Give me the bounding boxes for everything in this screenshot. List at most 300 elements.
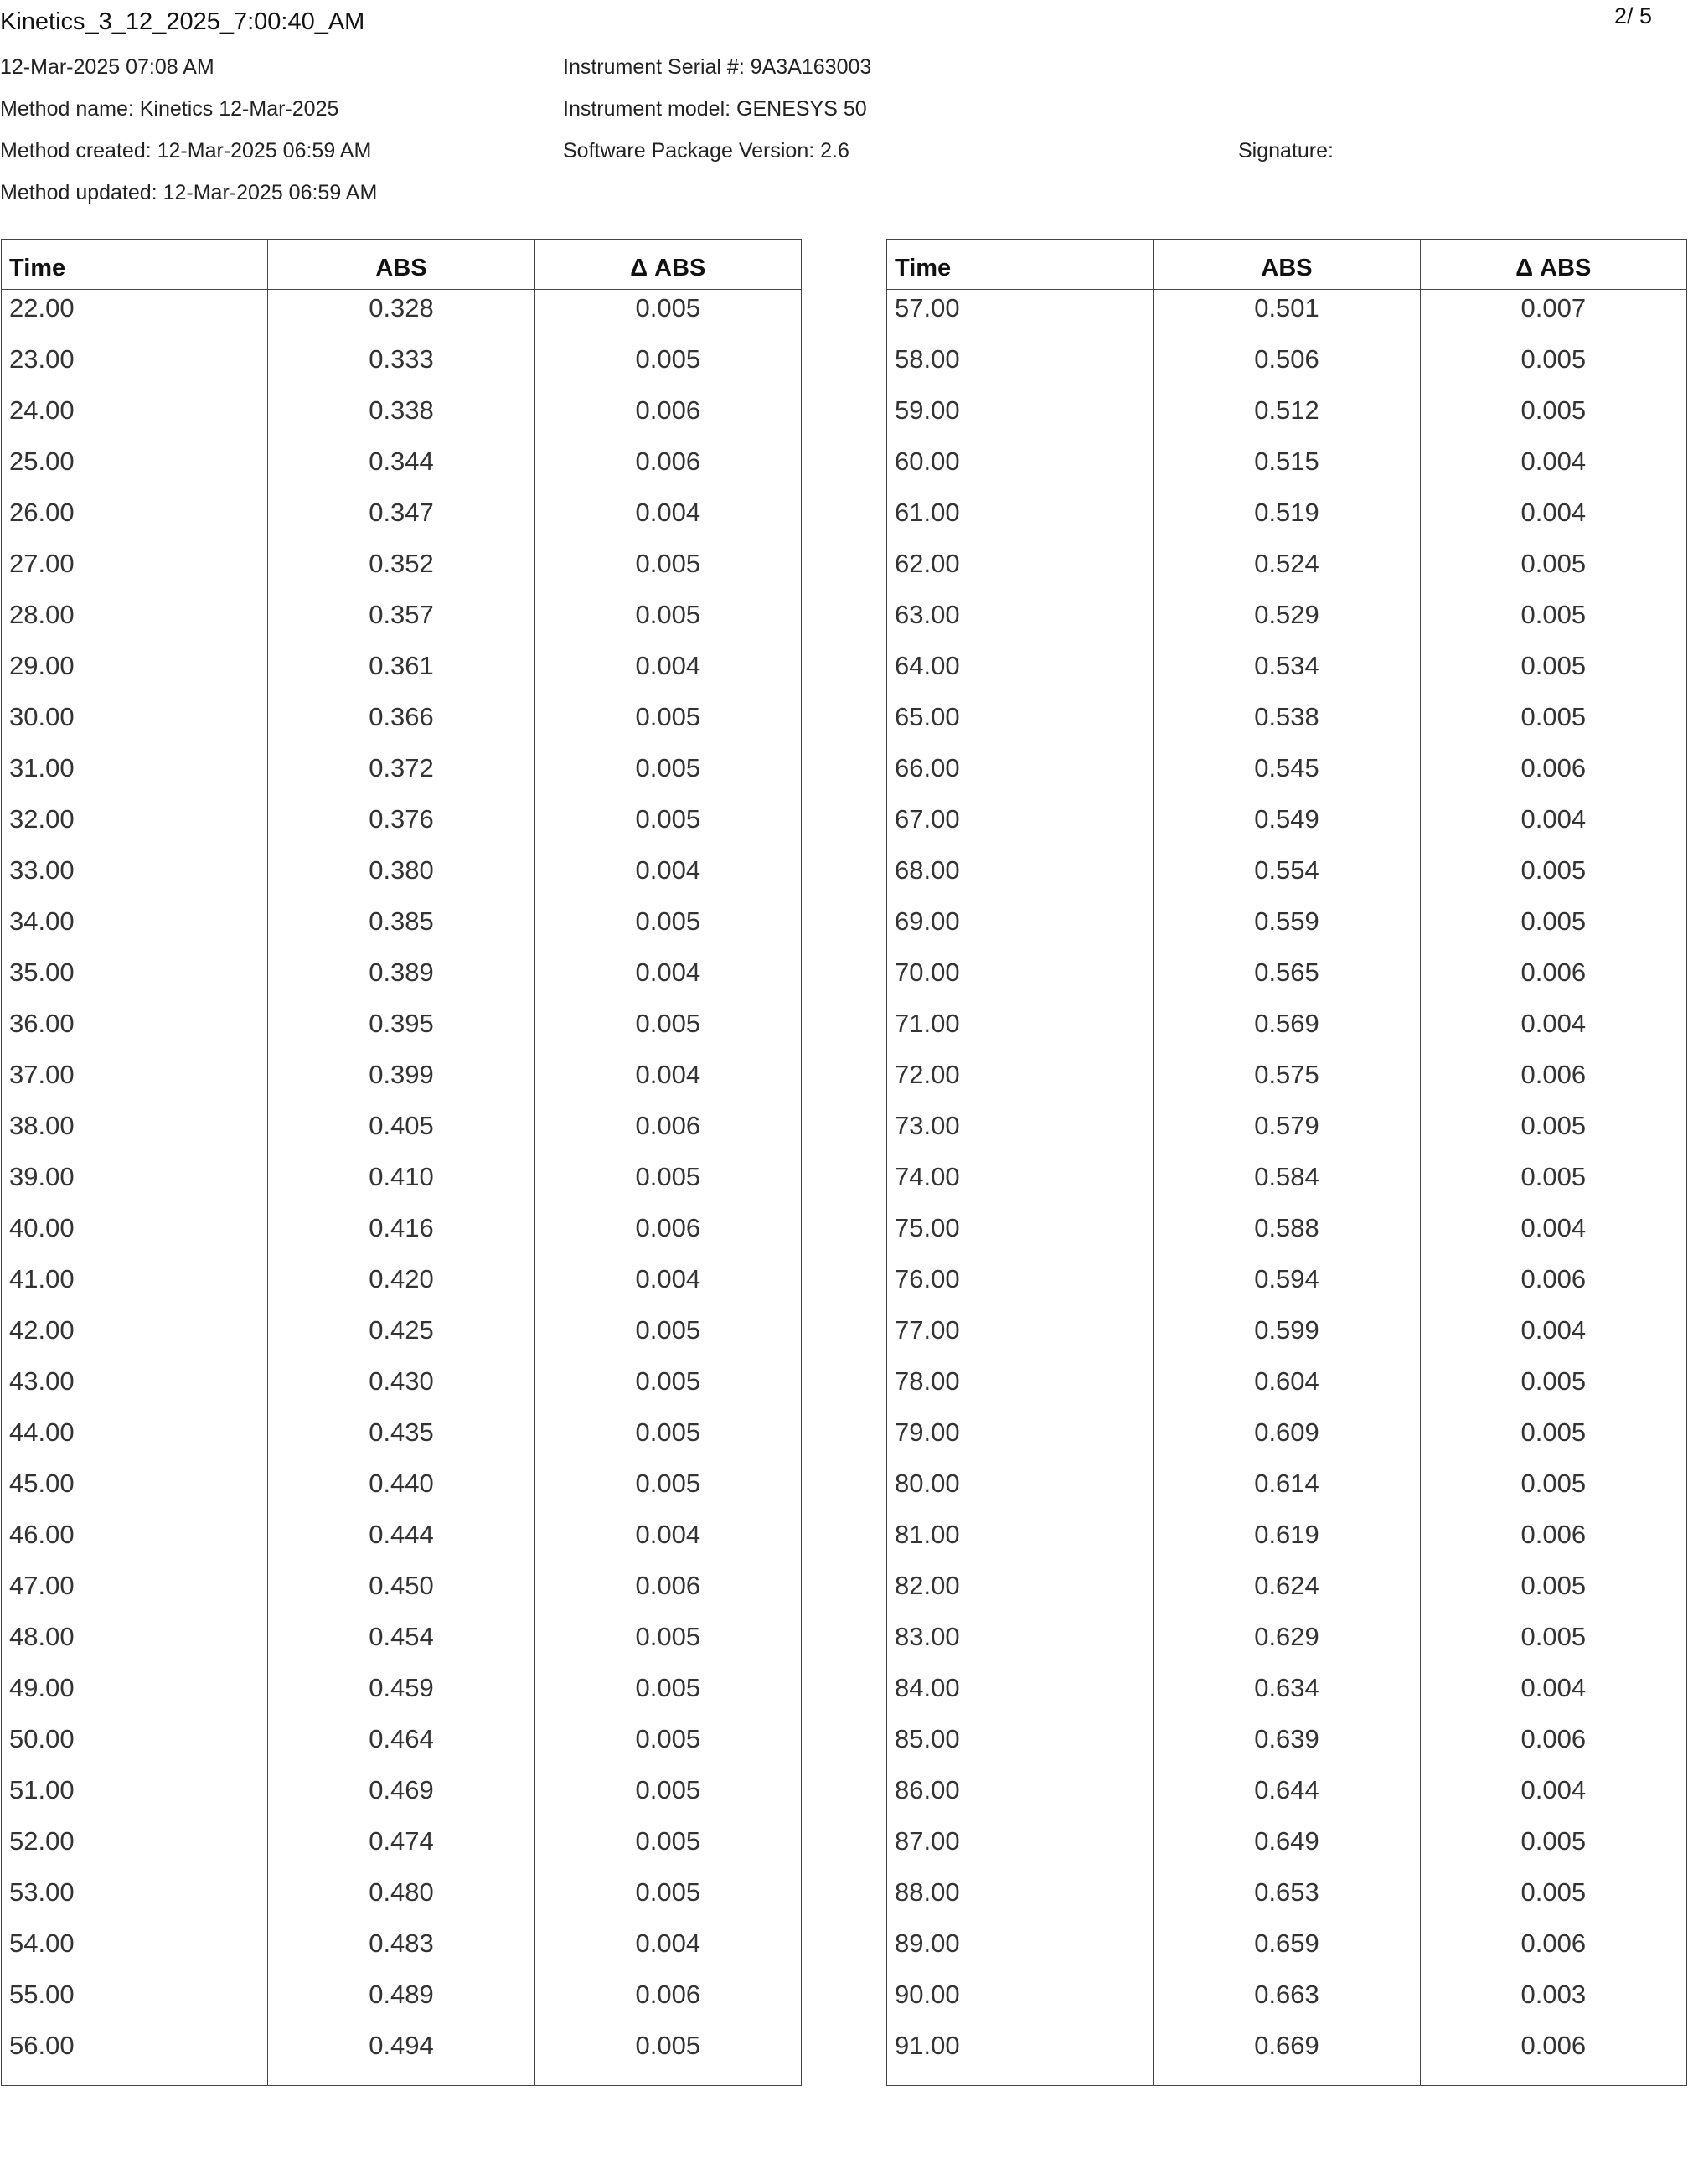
time-cell: 49.00 (9, 1672, 75, 1702)
table-row (887, 1107, 1687, 1159)
delta-abs-cell: 0.005 (1420, 1619, 1686, 1670)
time-cell: 87.00 (895, 1825, 960, 1856)
table-row (2, 1261, 802, 1312)
method-created: Method created: 12-Mar-2025 06:59 AM (0, 139, 372, 163)
delta-abs-cell: 0.005 (1420, 341, 1686, 392)
time-cell: 81.00 (895, 1519, 960, 1549)
table-row (887, 1721, 1687, 1772)
abs-cell: 0.376 (268, 801, 534, 852)
abs-cell: 0.338 (268, 392, 534, 443)
abs-cell: 0.410 (268, 1159, 534, 1210)
abs-cell: 0.454 (268, 1619, 534, 1670)
table-row (887, 852, 1687, 903)
abs-cell: 0.501 (1154, 290, 1420, 341)
abs-cell: 0.515 (1154, 443, 1420, 494)
abs-cell: 0.579 (1154, 1107, 1420, 1159)
time-cell: 84.00 (895, 1672, 960, 1702)
table-row (2, 954, 802, 1005)
abs-cell: 0.361 (268, 648, 534, 699)
table-row (2, 1210, 802, 1261)
abs-cell: 0.588 (1154, 1210, 1420, 1261)
table-row (887, 750, 1687, 801)
table-row (2, 443, 802, 494)
time-cell: 24.00 (9, 395, 75, 425)
time-cell: 38.00 (9, 1110, 75, 1140)
abs-cell: 0.469 (268, 1772, 534, 1823)
table-row (2, 494, 802, 545)
time-cell: 53.00 (9, 1877, 75, 1907)
time-cell: 70.00 (895, 957, 960, 987)
table-row (2, 903, 802, 954)
table-row (2, 1414, 802, 1465)
abs-cell: 0.599 (1154, 1312, 1420, 1363)
table-row (2, 1823, 802, 1874)
table-row (2, 596, 802, 648)
delta-abs-cell: 0.005 (534, 2027, 801, 2086)
abs-cell: 0.584 (1154, 1159, 1420, 1210)
time-cell: 54.00 (9, 1928, 75, 1958)
delta-abs-cell: 0.004 (534, 954, 801, 1005)
table-row (887, 699, 1687, 750)
table-row (887, 1363, 1687, 1414)
abs-cell: 0.519 (1154, 494, 1420, 545)
table-row (2, 1925, 802, 1976)
delta-abs-cell: 0.004 (1420, 1005, 1686, 1056)
delta-abs-cell: 0.005 (534, 341, 801, 392)
delta-abs-cell: 0.005 (1420, 648, 1686, 699)
abs-cell: 0.609 (1154, 1414, 1420, 1465)
abs-cell: 0.604 (1154, 1363, 1420, 1414)
delta-abs-cell: 0.006 (534, 1107, 801, 1159)
table-row (887, 1619, 1687, 1670)
delta-abs-cell: 0.005 (534, 545, 801, 596)
time-cell: 82.00 (895, 1570, 960, 1600)
time-cell: 69.00 (895, 906, 960, 936)
table-row (887, 1823, 1687, 1874)
abs-cell: 0.649 (1154, 1823, 1420, 1874)
time-cell: 41.00 (9, 1263, 75, 1293)
abs-cell: 0.385 (268, 903, 534, 954)
table-row (887, 903, 1687, 954)
abs-cell: 0.659 (1154, 1925, 1420, 1976)
time-cell: 55.00 (9, 1979, 75, 2009)
time-cell: 79.00 (895, 1417, 960, 1447)
delta-abs-cell: 0.005 (534, 699, 801, 750)
delta-abs-cell: 0.006 (534, 1976, 801, 2027)
table-row (2, 1056, 802, 1107)
table-row (887, 494, 1687, 545)
time-cell: 34.00 (9, 906, 75, 936)
delta-abs-cell: 0.004 (534, 494, 801, 545)
table-row (2, 1159, 802, 1210)
delta-abs-cell: 0.005 (1420, 903, 1686, 954)
page-number: 2/ 5 (1614, 3, 1653, 28)
delta-abs-cell: 0.005 (534, 1363, 801, 1414)
time-cell: 61.00 (895, 497, 960, 527)
time-cell: 48.00 (9, 1621, 75, 1651)
table-row (2, 1721, 802, 1772)
delta-abs-cell: 0.005 (534, 903, 801, 954)
time-cell: 80.00 (895, 1468, 960, 1498)
abs-cell: 0.663 (1154, 1976, 1420, 2027)
delta-abs-cell: 0.006 (534, 1210, 801, 1261)
delta-abs-cell: 0.004 (1420, 494, 1686, 545)
software-version: Software Package Version: 2.6 (563, 139, 849, 163)
table-row (2, 1619, 802, 1670)
table-row (887, 1005, 1687, 1056)
kinetics-table-left (1, 239, 802, 2086)
table-row (887, 1516, 1687, 1567)
abs-cell: 0.420 (268, 1261, 534, 1312)
delta-abs-cell: 0.005 (534, 1721, 801, 1772)
time-cell: 91.00 (895, 2030, 960, 2060)
time-cell: 60.00 (895, 446, 960, 476)
time-cell: 73.00 (895, 1110, 960, 1140)
abs-cell: 0.464 (268, 1721, 534, 1772)
table-row (2, 648, 802, 699)
time-cell: 76.00 (895, 1263, 960, 1293)
time-cell: 39.00 (9, 1161, 75, 1191)
table-row (887, 545, 1687, 596)
time-cell: 30.00 (9, 701, 75, 731)
delta-abs-cell: 0.006 (1420, 1516, 1686, 1567)
abs-cell: 0.352 (268, 545, 534, 596)
column-header-delta-abs: Δ ABS (1420, 240, 1686, 290)
time-cell: 66.00 (895, 752, 960, 782)
table-row (2, 2027, 802, 2086)
abs-cell: 0.450 (268, 1567, 534, 1619)
abs-cell: 0.545 (1154, 750, 1420, 801)
abs-cell: 0.333 (268, 341, 534, 392)
time-cell: 89.00 (895, 1928, 960, 1958)
table-row (2, 801, 802, 852)
time-cell: 35.00 (9, 957, 75, 987)
column-header-time: Time (887, 240, 1154, 290)
abs-cell: 0.395 (268, 1005, 534, 1056)
table-row (887, 1261, 1687, 1312)
delta-abs-cell: 0.005 (534, 1414, 801, 1465)
time-cell: 85.00 (895, 1723, 960, 1753)
time-cell: 43.00 (9, 1366, 75, 1396)
table-row (887, 1925, 1687, 1976)
time-cell: 71.00 (895, 1008, 960, 1038)
time-cell: 52.00 (9, 1825, 75, 1856)
time-cell: 68.00 (895, 854, 960, 885)
table-row (887, 1567, 1687, 1619)
abs-cell: 0.494 (268, 2027, 534, 2086)
abs-cell: 0.575 (1154, 1056, 1420, 1107)
time-cell: 56.00 (9, 2030, 75, 2060)
table-row (2, 1772, 802, 1823)
delta-abs-cell: 0.005 (1420, 392, 1686, 443)
time-cell: 77.00 (895, 1314, 960, 1345)
table-row (2, 1516, 802, 1567)
abs-cell: 0.344 (268, 443, 534, 494)
table-row (2, 852, 802, 903)
table-row (2, 1465, 802, 1516)
signature-label: Signature: (1238, 139, 1334, 163)
table-row (887, 443, 1687, 494)
delta-abs-cell: 0.005 (534, 596, 801, 648)
time-cell: 64.00 (895, 650, 960, 680)
delta-abs-cell: 0.005 (1420, 1107, 1686, 1159)
delta-abs-cell: 0.005 (1420, 545, 1686, 596)
delta-abs-cell: 0.006 (1420, 1056, 1686, 1107)
time-cell: 37.00 (9, 1059, 75, 1089)
time-cell: 74.00 (895, 1161, 960, 1191)
delta-abs-cell: 0.005 (1420, 596, 1686, 648)
delta-abs-cell: 0.004 (1420, 1772, 1686, 1823)
table-row (2, 1005, 802, 1056)
time-cell: 33.00 (9, 854, 75, 885)
table-row (2, 290, 802, 341)
abs-cell: 0.629 (1154, 1619, 1420, 1670)
abs-cell: 0.614 (1154, 1465, 1420, 1516)
abs-cell: 0.366 (268, 699, 534, 750)
time-cell: 50.00 (9, 1723, 75, 1753)
abs-cell: 0.624 (1154, 1567, 1420, 1619)
abs-cell: 0.425 (268, 1312, 534, 1363)
table-row (887, 954, 1687, 1005)
delta-abs-cell: 0.004 (534, 1925, 801, 1976)
delta-abs-cell: 0.005 (1420, 1567, 1686, 1619)
delta-abs-cell: 0.004 (534, 1056, 801, 1107)
abs-cell: 0.444 (268, 1516, 534, 1567)
abs-cell: 0.389 (268, 954, 534, 1005)
time-cell: 83.00 (895, 1621, 960, 1651)
delta-abs-cell: 0.005 (1420, 1465, 1686, 1516)
delta-abs-cell: 0.006 (534, 392, 801, 443)
table-row (887, 1210, 1687, 1261)
table-row (2, 1976, 802, 2027)
time-cell: 58.00 (895, 343, 960, 374)
time-cell: 32.00 (9, 803, 75, 834)
time-cell: 22.00 (9, 293, 75, 323)
report-title: Kinetics_3_12_2025_7:00:40_AM (0, 8, 365, 35)
abs-cell: 0.435 (268, 1414, 534, 1465)
abs-cell: 0.430 (268, 1363, 534, 1414)
table-body (887, 290, 1687, 2086)
delta-abs-cell: 0.005 (534, 1823, 801, 1874)
delta-abs-cell: 0.005 (1420, 699, 1686, 750)
time-cell: 59.00 (895, 395, 960, 425)
abs-cell: 0.512 (1154, 392, 1420, 443)
report-date: 12-Mar-2025 07:08 AM (0, 55, 214, 79)
abs-cell: 0.565 (1154, 954, 1420, 1005)
time-cell: 25.00 (9, 446, 75, 476)
time-cell: 65.00 (895, 701, 960, 731)
time-cell: 42.00 (9, 1314, 75, 1345)
delta-abs-cell: 0.006 (1420, 750, 1686, 801)
abs-cell: 0.653 (1154, 1874, 1420, 1925)
time-cell: 31.00 (9, 752, 75, 782)
time-cell: 86.00 (895, 1774, 960, 1805)
table-row (887, 1874, 1687, 1925)
delta-abs-cell: 0.004 (534, 852, 801, 903)
table-header-row (2, 240, 802, 290)
delta-abs-cell: 0.005 (534, 1005, 801, 1056)
delta-abs-cell: 0.004 (1420, 1312, 1686, 1363)
abs-cell: 0.405 (268, 1107, 534, 1159)
time-cell: 75.00 (895, 1212, 960, 1242)
table-row (2, 1567, 802, 1619)
delta-abs-cell: 0.005 (1420, 852, 1686, 903)
delta-abs-cell: 0.005 (1420, 1414, 1686, 1465)
delta-abs-cell: 0.005 (534, 1159, 801, 1210)
table-row (2, 341, 802, 392)
table-row (2, 1874, 802, 1925)
table-row (887, 392, 1687, 443)
time-cell: 72.00 (895, 1059, 960, 1089)
table-row (2, 392, 802, 443)
column-header-abs: ABS (1154, 240, 1420, 290)
column-header-time: Time (2, 240, 268, 290)
table-row (887, 1772, 1687, 1823)
abs-cell: 0.669 (1154, 2027, 1420, 2086)
time-cell: 44.00 (9, 1417, 75, 1447)
abs-cell: 0.506 (1154, 341, 1420, 392)
delta-abs-cell: 0.006 (1420, 1721, 1686, 1772)
abs-cell: 0.559 (1154, 903, 1420, 954)
abs-cell: 0.554 (1154, 852, 1420, 903)
table-row (887, 1465, 1687, 1516)
time-cell: 40.00 (9, 1212, 75, 1242)
table-row (2, 1670, 802, 1721)
instrument-model: Instrument model: GENESYS 50 (563, 97, 867, 121)
delta-abs-cell: 0.005 (534, 1874, 801, 1925)
time-cell: 90.00 (895, 1979, 960, 2009)
abs-cell: 0.440 (268, 1465, 534, 1516)
delta-abs-cell: 0.006 (534, 1567, 801, 1619)
time-cell: 88.00 (895, 1877, 960, 1907)
delta-abs-cell: 0.004 (1420, 443, 1686, 494)
abs-cell: 0.569 (1154, 1005, 1420, 1056)
time-cell: 28.00 (9, 599, 75, 629)
delta-abs-cell: 0.005 (1420, 1874, 1686, 1925)
time-cell: 46.00 (9, 1519, 75, 1549)
time-cell: 57.00 (895, 293, 960, 323)
table-row (887, 290, 1687, 341)
delta-abs-cell: 0.004 (1420, 801, 1686, 852)
abs-cell: 0.549 (1154, 801, 1420, 852)
method-name: Method name: Kinetics 12-Mar-2025 (0, 97, 339, 121)
table-body (2, 290, 802, 2086)
table-row (887, 341, 1687, 392)
abs-cell: 0.538 (1154, 699, 1420, 750)
abs-cell: 0.483 (268, 1925, 534, 1976)
delta-abs-cell: 0.004 (534, 1261, 801, 1312)
table-row (887, 1414, 1687, 1465)
table-row (887, 596, 1687, 648)
table-row (2, 750, 802, 801)
time-cell: 45.00 (9, 1468, 75, 1498)
delta-abs-cell: 0.006 (1420, 954, 1686, 1005)
instrument-serial: Instrument Serial #: 9A3A163003 (563, 55, 872, 79)
delta-abs-cell: 0.004 (534, 648, 801, 699)
delta-abs-cell: 0.005 (1420, 1363, 1686, 1414)
time-cell: 26.00 (9, 497, 75, 527)
time-cell: 63.00 (895, 599, 960, 629)
table-row (2, 699, 802, 750)
delta-abs-cell: 0.004 (1420, 1210, 1686, 1261)
table-row (887, 648, 1687, 699)
delta-abs-cell: 0.005 (534, 1772, 801, 1823)
column-header-delta-abs: Δ ABS (534, 240, 801, 290)
abs-cell: 0.459 (268, 1670, 534, 1721)
time-cell: 62.00 (895, 548, 960, 578)
delta-abs-cell: 0.004 (534, 1516, 801, 1567)
table-row (887, 1312, 1687, 1363)
table-row (2, 1107, 802, 1159)
delta-abs-cell: 0.005 (534, 1312, 801, 1363)
abs-cell: 0.489 (268, 1976, 534, 2027)
abs-cell: 0.534 (1154, 648, 1420, 699)
delta-abs-cell: 0.005 (1420, 1159, 1686, 1210)
abs-cell: 0.619 (1154, 1516, 1420, 1567)
delta-abs-cell: 0.006 (1420, 1261, 1686, 1312)
delta-abs-cell: 0.005 (534, 1465, 801, 1516)
abs-cell: 0.639 (1154, 1721, 1420, 1772)
time-cell: 27.00 (9, 548, 75, 578)
table-row (887, 2027, 1687, 2086)
abs-cell: 0.594 (1154, 1261, 1420, 1312)
abs-cell: 0.480 (268, 1874, 534, 1925)
delta-abs-cell: 0.004 (1420, 1670, 1686, 1721)
table-row (2, 545, 802, 596)
delta-abs-cell: 0.005 (534, 1670, 801, 1721)
table-row (887, 1976, 1687, 2027)
delta-abs-cell: 0.005 (534, 801, 801, 852)
abs-cell: 0.328 (268, 290, 534, 341)
abs-cell: 0.524 (1154, 545, 1420, 596)
delta-abs-cell: 0.006 (1420, 1925, 1686, 1976)
column-header-abs: ABS (268, 240, 534, 290)
table-row (887, 1056, 1687, 1107)
table-row (887, 1159, 1687, 1210)
time-cell: 36.00 (9, 1008, 75, 1038)
table-row (887, 801, 1687, 852)
time-cell: 23.00 (9, 343, 75, 374)
delta-abs-cell: 0.005 (534, 750, 801, 801)
table-row (887, 1670, 1687, 1721)
table-row (2, 1363, 802, 1414)
time-cell: 47.00 (9, 1570, 75, 1600)
abs-cell: 0.644 (1154, 1772, 1420, 1823)
abs-cell: 0.399 (268, 1056, 534, 1107)
method-updated: Method updated: 12-Mar-2025 06:59 AM (0, 181, 378, 204)
delta-abs-cell: 0.005 (1420, 1823, 1686, 1874)
abs-cell: 0.529 (1154, 596, 1420, 648)
time-cell: 51.00 (9, 1774, 75, 1805)
delta-abs-cell: 0.005 (534, 290, 801, 341)
delta-abs-cell: 0.007 (1420, 290, 1686, 341)
abs-cell: 0.347 (268, 494, 534, 545)
time-cell: 29.00 (9, 650, 75, 680)
abs-cell: 0.474 (268, 1823, 534, 1874)
abs-cell: 0.416 (268, 1210, 534, 1261)
abs-cell: 0.372 (268, 750, 534, 801)
kinetics-table-right (886, 239, 1687, 2086)
abs-cell: 0.380 (268, 852, 534, 903)
delta-abs-cell: 0.006 (1420, 2027, 1686, 2086)
abs-cell: 0.357 (268, 596, 534, 648)
table-row (2, 1312, 802, 1363)
delta-abs-cell: 0.006 (534, 443, 801, 494)
time-cell: 67.00 (895, 803, 960, 834)
abs-cell: 0.634 (1154, 1670, 1420, 1721)
delta-abs-cell: 0.005 (534, 1619, 801, 1670)
time-cell: 78.00 (895, 1366, 960, 1396)
